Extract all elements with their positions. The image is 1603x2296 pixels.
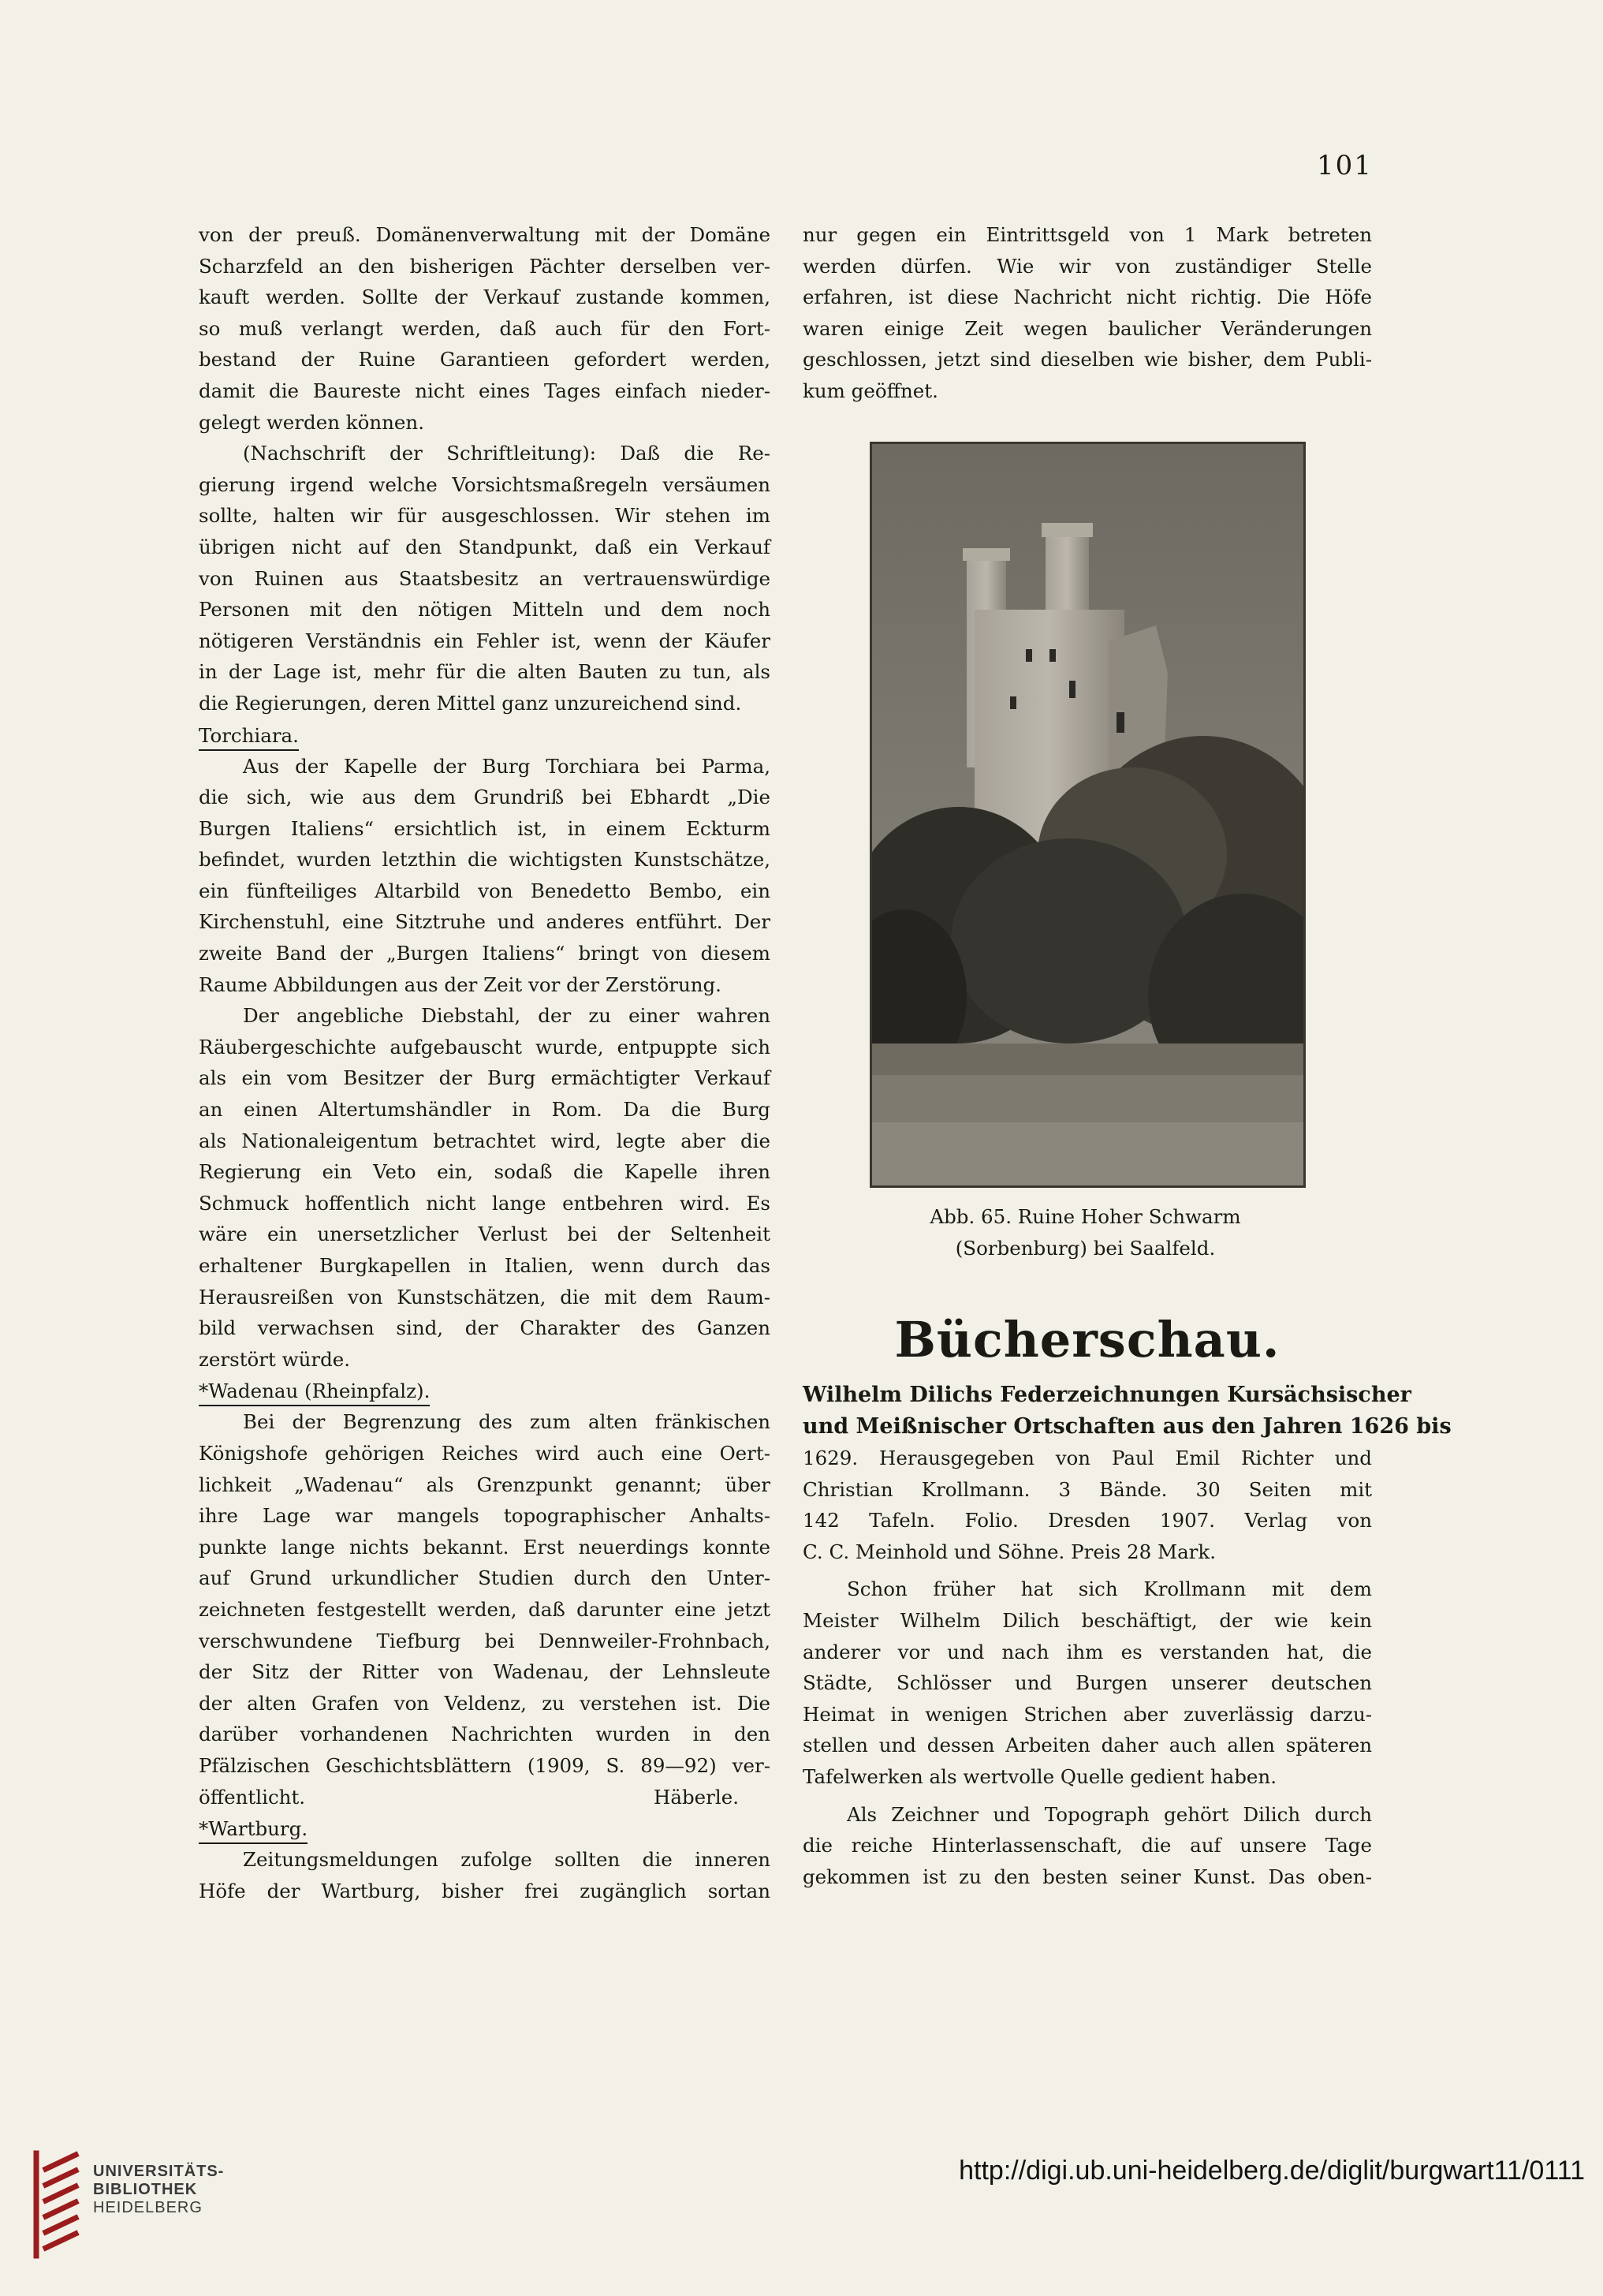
text-line: öffentlicht. (199, 1785, 306, 1809)
paragraph-wadenau (199, 1406, 770, 1813)
text-line: Tafelwerken als wertvolle Quelle gedient haben. (803, 1764, 1277, 1788)
text-line: Schmuck hoffentlich nicht lange entbehren wird. Es (199, 1191, 770, 1215)
paragraph-review-1 (803, 1574, 1372, 1792)
text-line: ihre Lage war mangels topographischer Anhalts- (199, 1504, 770, 1528)
author-signature: Häberle. (654, 1785, 739, 1809)
text-line: an einen Altertumshändler in Rom. Da die Burg (199, 1098, 770, 1122)
text-line: Schon früher hat sich Krollmann mit dem (847, 1577, 1372, 1601)
text-line: von der preuß. Domänenverwaltung mit der Domäne (199, 223, 770, 246)
text-line: Höfe der Wartburg, bisher frei zugänglich sortan (199, 1879, 770, 1902)
text-line: der alten Grafen von Veldenz, zu verstehen ist. Die (199, 1691, 770, 1715)
text-line: sollte, halten wir für ausgeschlossen. Wir stehen im (199, 504, 770, 528)
text-line: nur gegen ein Eintrittsgeld von 1 Mark betreten (803, 223, 1372, 246)
text-line: Der angebliche Diebstahl, der zu einer wahren (243, 1004, 770, 1028)
text-line: anderer vor und nach ihm es verstanden hat, die (803, 1640, 1372, 1663)
library-logo-icon (32, 2145, 90, 2264)
text-line: die sich, wie aus dem Grundriß bei Ebhardt „Die (199, 786, 770, 809)
text-line: waren einige Zeit wegen baulicher Veränderungen (803, 316, 1372, 340)
text-line: kum geöffnet. (803, 379, 938, 402)
text-line: Burgen Italiens“ ersichtlich ist, in einem Eckturm (199, 816, 770, 840)
text-line: werden dürfen. Wie wir von zuständiger Stelle (803, 254, 1372, 278)
book-title: und Meißnischer Ortschaften aus den Jahren 1626 bis (803, 1414, 1452, 1439)
text-line: der Sitz der Ritter von Wadenau, der Lehnsleute (199, 1660, 770, 1684)
text-line: die Regierungen, deren Mittel ganz unzureichend sind. (199, 691, 742, 715)
text-line: zerstört würde. (199, 1347, 351, 1371)
text-line: zweite Band der „Burgen Italiens“ bringt von diesem (199, 942, 770, 965)
text-line: in der Lage ist, mehr für die alten Bauten zu tun, als (199, 660, 770, 684)
source-url-link[interactable]: http://digi.ub.uni-heidelberg.de/diglit/burgwart11/0111 (959, 2156, 1585, 2186)
text-line: Herausreißen von Kunstschätzen, die mit dem Raum- (199, 1285, 770, 1309)
text-line: von Ruinen aus Staatsbesitz an vertrauenswürdige (199, 566, 770, 590)
section-heading-wadenau: *Wadenau (Rheinpfalz). (199, 1378, 430, 1406)
text-line: stellen und dessen Arbeiten daher auch allen späteren (803, 1734, 1372, 1757)
section-title-buecherschau: Bücherschau. (894, 1311, 1281, 1368)
text-line: Zeitungsmeldungen zufolge sollten die inneren (243, 1848, 770, 1872)
paragraph-wartburg (199, 1844, 770, 1906)
text-line: verschwundene Tiefburg bei Dennweiler-Frohnbach, (199, 1629, 770, 1652)
paragraph-diebstahl (199, 1000, 770, 1375)
text-line: befindet, wurden letzthin die wichtigsten Kunstschätze, (199, 848, 770, 872)
text-line: ein fünfteiliges Altarbild von Benedetto Bembo, ein (199, 879, 770, 902)
book-info (803, 1443, 1372, 1567)
text-line: bild verwachsen sind, der Charakter des Ganzen (199, 1316, 770, 1340)
text-line: Königshofe gehörigen Reiches wird auch eine Oert- (199, 1441, 770, 1465)
left-column (199, 219, 770, 1906)
figure-caption (870, 1201, 1301, 1264)
text-line: erfahren, ist diese Nachricht nicht richtig. Die Höfe (803, 286, 1372, 309)
text-line: auf Grund urkundlicher Studien durch den Unter- (199, 1566, 770, 1590)
right-column-bottom (803, 1305, 1452, 1892)
text-line: lichkeit „Wadenau“ als Grenzpunkt genannt; über (199, 1473, 770, 1496)
text-line: zeichneten festgestellt werden, daß darunter eine jetzt (199, 1597, 770, 1621)
text-line: Christian Krollmann. 3 Bände. 30 Seiten mit (803, 1477, 1372, 1501)
caption-line: Abb. 65. Ruine Hoher Schwarm (930, 1205, 1241, 1228)
paragraph-domaene (199, 219, 770, 438)
text-line: Räubergeschichte aufgebauscht wurde, entpuppte sich (199, 1035, 770, 1058)
paragraph-nachschrift (199, 438, 770, 719)
text-line: Städte, Schlösser und Burgen unserer deutschen (803, 1671, 1372, 1695)
page-number: 101 (1317, 150, 1373, 181)
text-line: Scharzfeld an den bisherigen Pächter derselben ver- (199, 254, 770, 278)
paragraph-wartburg-continued (803, 219, 1372, 407)
text-line: Meister Wilhelm Dilich beschäftigt, der wie kein (803, 1608, 1372, 1632)
text-line: 1629. Herausgegeben von Paul Emil Richter und (803, 1447, 1372, 1469)
text-line: Regierung ein Veto ein, sodaß die Kapelle ihren (199, 1160, 770, 1184)
library-name (93, 2163, 224, 2217)
section-heading-wartburg: *Wartburg. (199, 1816, 308, 1844)
paragraph-torchiara (199, 751, 770, 1001)
text-line: geschlossen, jetzt sind dieselben wie bisher, dem Publi- (803, 348, 1372, 371)
text-line: übrigen nicht auf den Standpunkt, daß ein Verkauf (199, 535, 770, 558)
book-title: Wilhelm Dilichs Federzeichnungen Kursächsischer (803, 1383, 1411, 1407)
text-line: punkte lange nichts bekannt. Erst neuerdings konnte (199, 1535, 770, 1559)
text-line: Kirchenstuhl, eine Sitztruhe und anderes entführt. Der (199, 910, 770, 934)
text-line: bestand der Ruine Garantieen gefordert werden, (199, 348, 770, 371)
paragraph-review-2 (803, 1799, 1372, 1893)
caption-line: (Sorbenburg) bei Saalfeld. (955, 1236, 1216, 1260)
text-line: gekommen ist zu den besten seiner Kunst. Das oben- (803, 1865, 1372, 1888)
text-line: wäre ein unersetzlicher Verlust bei der Seltenheit (199, 1223, 770, 1246)
text-line: gierung irgend welche Vorsichtsmaßregeln versäumen (199, 472, 770, 496)
text-line: kauft werden. Sollte der Verkauf zustande kommen, (199, 286, 770, 309)
text-line: 142 Tafeln. Folio. Dresden 1907. Verlag von (803, 1509, 1372, 1533)
text-line: Raume Abbildungen aus der Zeit vor der Zerstörung. (199, 973, 721, 996)
text-line: so muß verlangt werden, daß auch für den Fort- (199, 316, 770, 340)
library-name-line: UNIVERSITÄTS- (93, 2163, 225, 2180)
text-line: darüber vorhandenen Nachrichten wurden in den (199, 1723, 770, 1746)
text-line: als Nationaleigentum betrachtet wird, legte aber die (199, 1129, 770, 1152)
text-line: als ein vom Besitzer der Burg ermächtigter Verkauf (199, 1066, 770, 1090)
text-line: Personen mit den nötigen Mitteln und dem noch (199, 598, 770, 622)
library-name-line: BIBLIOTHEK (93, 2181, 198, 2198)
text-line: die reiche Hinterlassenschaft, die auf unsere Tage (803, 1834, 1372, 1857)
text-line: nötigeren Verständnis ein Fehler ist, wenn der Käufer (199, 629, 770, 652)
text-line: Aus der Kapelle der Burg Torchiara bei Parma, (243, 754, 770, 778)
text-line: C. C. Meinhold und Söhne. Preis 28 Mark. (803, 1540, 1217, 1563)
text-line: (Nachschrift der Schriftleitung): Daß die Re- (243, 442, 770, 465)
text-line: gelegt werden können. (199, 410, 424, 434)
text-line: erhaltener Burgkapellen in Italien, wenn durch das (199, 1254, 770, 1277)
ruin-tower-illustration (872, 444, 1303, 1185)
text-line: Heimat in wenigen Strichen aber zuverlässig darzu- (803, 1702, 1372, 1726)
text-line: damit die Baureste nicht eines Tages einfach nieder- (199, 379, 770, 402)
section-heading-torchiara: Torchiara. (199, 722, 299, 751)
text-line: Bei der Begrenzung des zum alten fränkischen (243, 1410, 770, 1434)
text-line: Als Zeichner und Topograph gehört Dilich durch (847, 1802, 1372, 1826)
text-line: Pfälzischen Geschichtsblättern (1909, S. 89—92) ver- (199, 1753, 770, 1777)
library-name-line: HEIDELBERG (93, 2199, 203, 2216)
ruin-photograph (870, 442, 1306, 1188)
right-column-top (803, 219, 1372, 407)
